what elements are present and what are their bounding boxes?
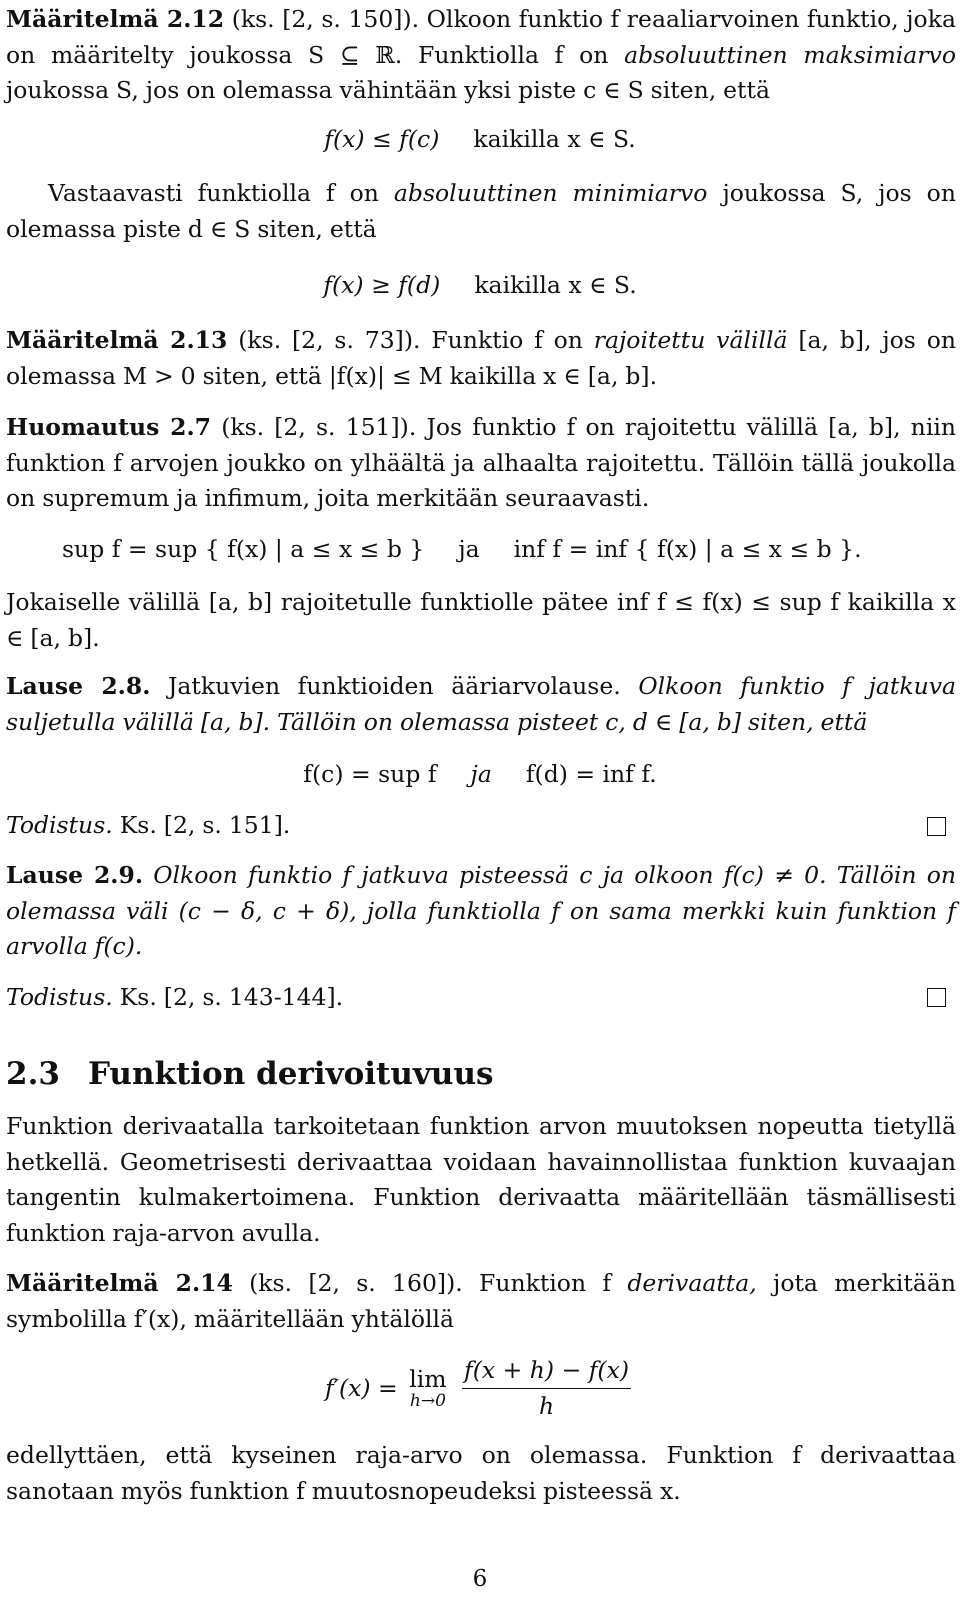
- fraction-numerator: f(x + h) − f(x): [462, 1354, 631, 1389]
- definition-text: joukossa S, jos on olemassa vähintään yksi piste c ∈ S siten, että: [6, 76, 770, 104]
- remark-2-7: [6, 410, 956, 517]
- section-intro: Funktion derivaatalla tarkoitetaan funktion arvon muutoksen nopeutta tietyllä hetkellä. Geometrisesti derivaattaa voidaan havainnollistaa funktion kuvaajan tangentin kulmakertoimena. Funktion derivaatta määritellään täsmällisesti funktion raja-arvon avulla.: [6, 1112, 956, 1247]
- theorem-2-9: [6, 858, 956, 965]
- theorem-text: Olkoon funktio f jatkuva suljetulla välillä [a, b]. Tällöin on olemassa pisteet c, d ∈ [a, b] siten, että: [6, 672, 956, 736]
- proof-label: Todistus.: [6, 983, 113, 1011]
- defined-term: absoluuttinen maksimiarvo: [624, 40, 956, 69]
- qed-icon: [927, 817, 946, 836]
- equation-sup-inf: [62, 532, 862, 567]
- equation-rhs: f(d) = inf f.: [525, 760, 657, 788]
- equation-min: [0, 268, 960, 303]
- theorem-2-8: [6, 669, 956, 740]
- difference-quotient: [462, 1354, 631, 1423]
- page-number: 6: [472, 1566, 488, 1592]
- defined-term: derivaatta,: [627, 1269, 757, 1297]
- fraction-denominator: h: [538, 1392, 555, 1420]
- remark-text: Jos funktio f on rajoitettu välillä [a, b], niin funktion f arvojen joukko on ylhäältä ja alhaalta rajoitettu. Tällöin tällä joukolla on supremum ja infimum, joita merkitään seuraavasti.: [6, 413, 956, 512]
- definition-2-12: [6, 2, 956, 109]
- theorem-label: Lause 2.9.: [6, 861, 144, 889]
- definition-2-13: [6, 323, 956, 394]
- definition-text: Olkoon funktio f reaaliarvoinen funktio, joka on määritelty joukossa S ⊆ ℝ. Funktiolla f on: [6, 5, 956, 69]
- equation-lhs: f(c) = sup f: [303, 760, 437, 788]
- definition-text: joukossa S, jos on olemassa piste d ∈ S siten, että: [6, 179, 956, 243]
- limit-subscript: h→0: [409, 1390, 446, 1411]
- definition-text: Vastaavasti funktiolla f on: [48, 179, 379, 207]
- limit-operator: [409, 1364, 447, 1411]
- equation-condition: kaikilla x ∈ S.: [473, 125, 636, 153]
- section-heading: [6, 1054, 493, 1094]
- citation: (ks. [2, s. 160]).: [249, 1269, 463, 1297]
- definition-label: Määritelmä 2.13: [6, 326, 228, 354]
- definition-2-14: [6, 1266, 956, 1337]
- equation-sup: sup f = sup { f(x) | a ≤ x ≤ b }: [62, 535, 425, 563]
- equation-theorem-2-8: [0, 757, 960, 792]
- theorem-name: Jatkuvien funktioiden ääriarvolause.: [168, 672, 621, 700]
- paragraph-after-definition: edellyttäen, että kyseinen raja-arvo on olemassa. Funktion f derivaattaa sanotaan myös funktion f muutosnopeudeksi pisteessä x.: [6, 1441, 956, 1505]
- equation-condition: kaikilla x ∈ S.: [474, 271, 637, 299]
- definition-2-12-min: [6, 176, 956, 247]
- equation-connector: ja: [470, 760, 492, 788]
- definition-text: [a, b], jos on olemassa M > 0 siten, että |f(x)| ≤ M kaikilla x ∈ [a, b].: [6, 326, 956, 390]
- proof-2-9: [6, 980, 956, 1016]
- proof-text: Ks. [2, s. 151].: [119, 811, 291, 839]
- definition-label: Määritelmä 2.12: [6, 5, 225, 33]
- definition-text: Funktio f on: [431, 326, 583, 354]
- qed-icon: [927, 988, 946, 1007]
- defined-term: rajoitettu välillä: [593, 326, 788, 354]
- proof-2-8: [6, 808, 956, 844]
- definition-text: Funktion f: [479, 1269, 612, 1297]
- equation-connector: ja: [458, 535, 480, 563]
- paragraph-bounded: Jokaiselle välillä [a, b] rajoitetulle funktiolle pätee inf f ≤ f(x) ≤ sup f kaikilla x ∈ [a, b].: [6, 588, 956, 652]
- citation: (ks. [2, s. 151]).: [221, 413, 417, 441]
- equation-derivative: [0, 1354, 960, 1423]
- definition-label: Määritelmä 2.14: [6, 1269, 233, 1297]
- equation-inf: inf f = inf { f(x) | a ≤ x ≤ b }.: [513, 535, 862, 563]
- equation-max: [0, 122, 960, 157]
- equation-lhs: f(x) ≥ f(d): [323, 271, 441, 299]
- equation-lhs: f′(x) =: [324, 1374, 398, 1402]
- proof-text: Ks. [2, s. 143-144].: [119, 983, 344, 1011]
- equation-lhs: f(x) ≤ f(c): [324, 125, 440, 153]
- defined-term: absoluuttinen minimiarvo: [393, 179, 708, 207]
- citation: (ks. [2, s. 150]).: [231, 5, 420, 33]
- theorem-text: Olkoon funktio f jatkuva pisteessä c ja olkoon f(c) ≠ 0. Tällöin on olemassa väli (c − δ, c + δ), jolla funktiolla f on sama merkki kuin funktion f arvolla f(c).: [6, 861, 956, 960]
- remark-label: Huomautus 2.7: [6, 413, 212, 441]
- citation: (ks. [2, s. 73]).: [238, 326, 421, 354]
- section-title: Funktion derivoituvuus: [87, 1056, 494, 1092]
- proof-label: Todistus.: [6, 811, 113, 839]
- definition-text: jota merkitään symbolilla f′(x), määritellään yhtälöllä: [6, 1269, 956, 1333]
- limit-text: lim: [409, 1364, 447, 1393]
- section-number: 2.3: [6, 1056, 60, 1092]
- theorem-label: Lause 2.8.: [6, 672, 151, 700]
